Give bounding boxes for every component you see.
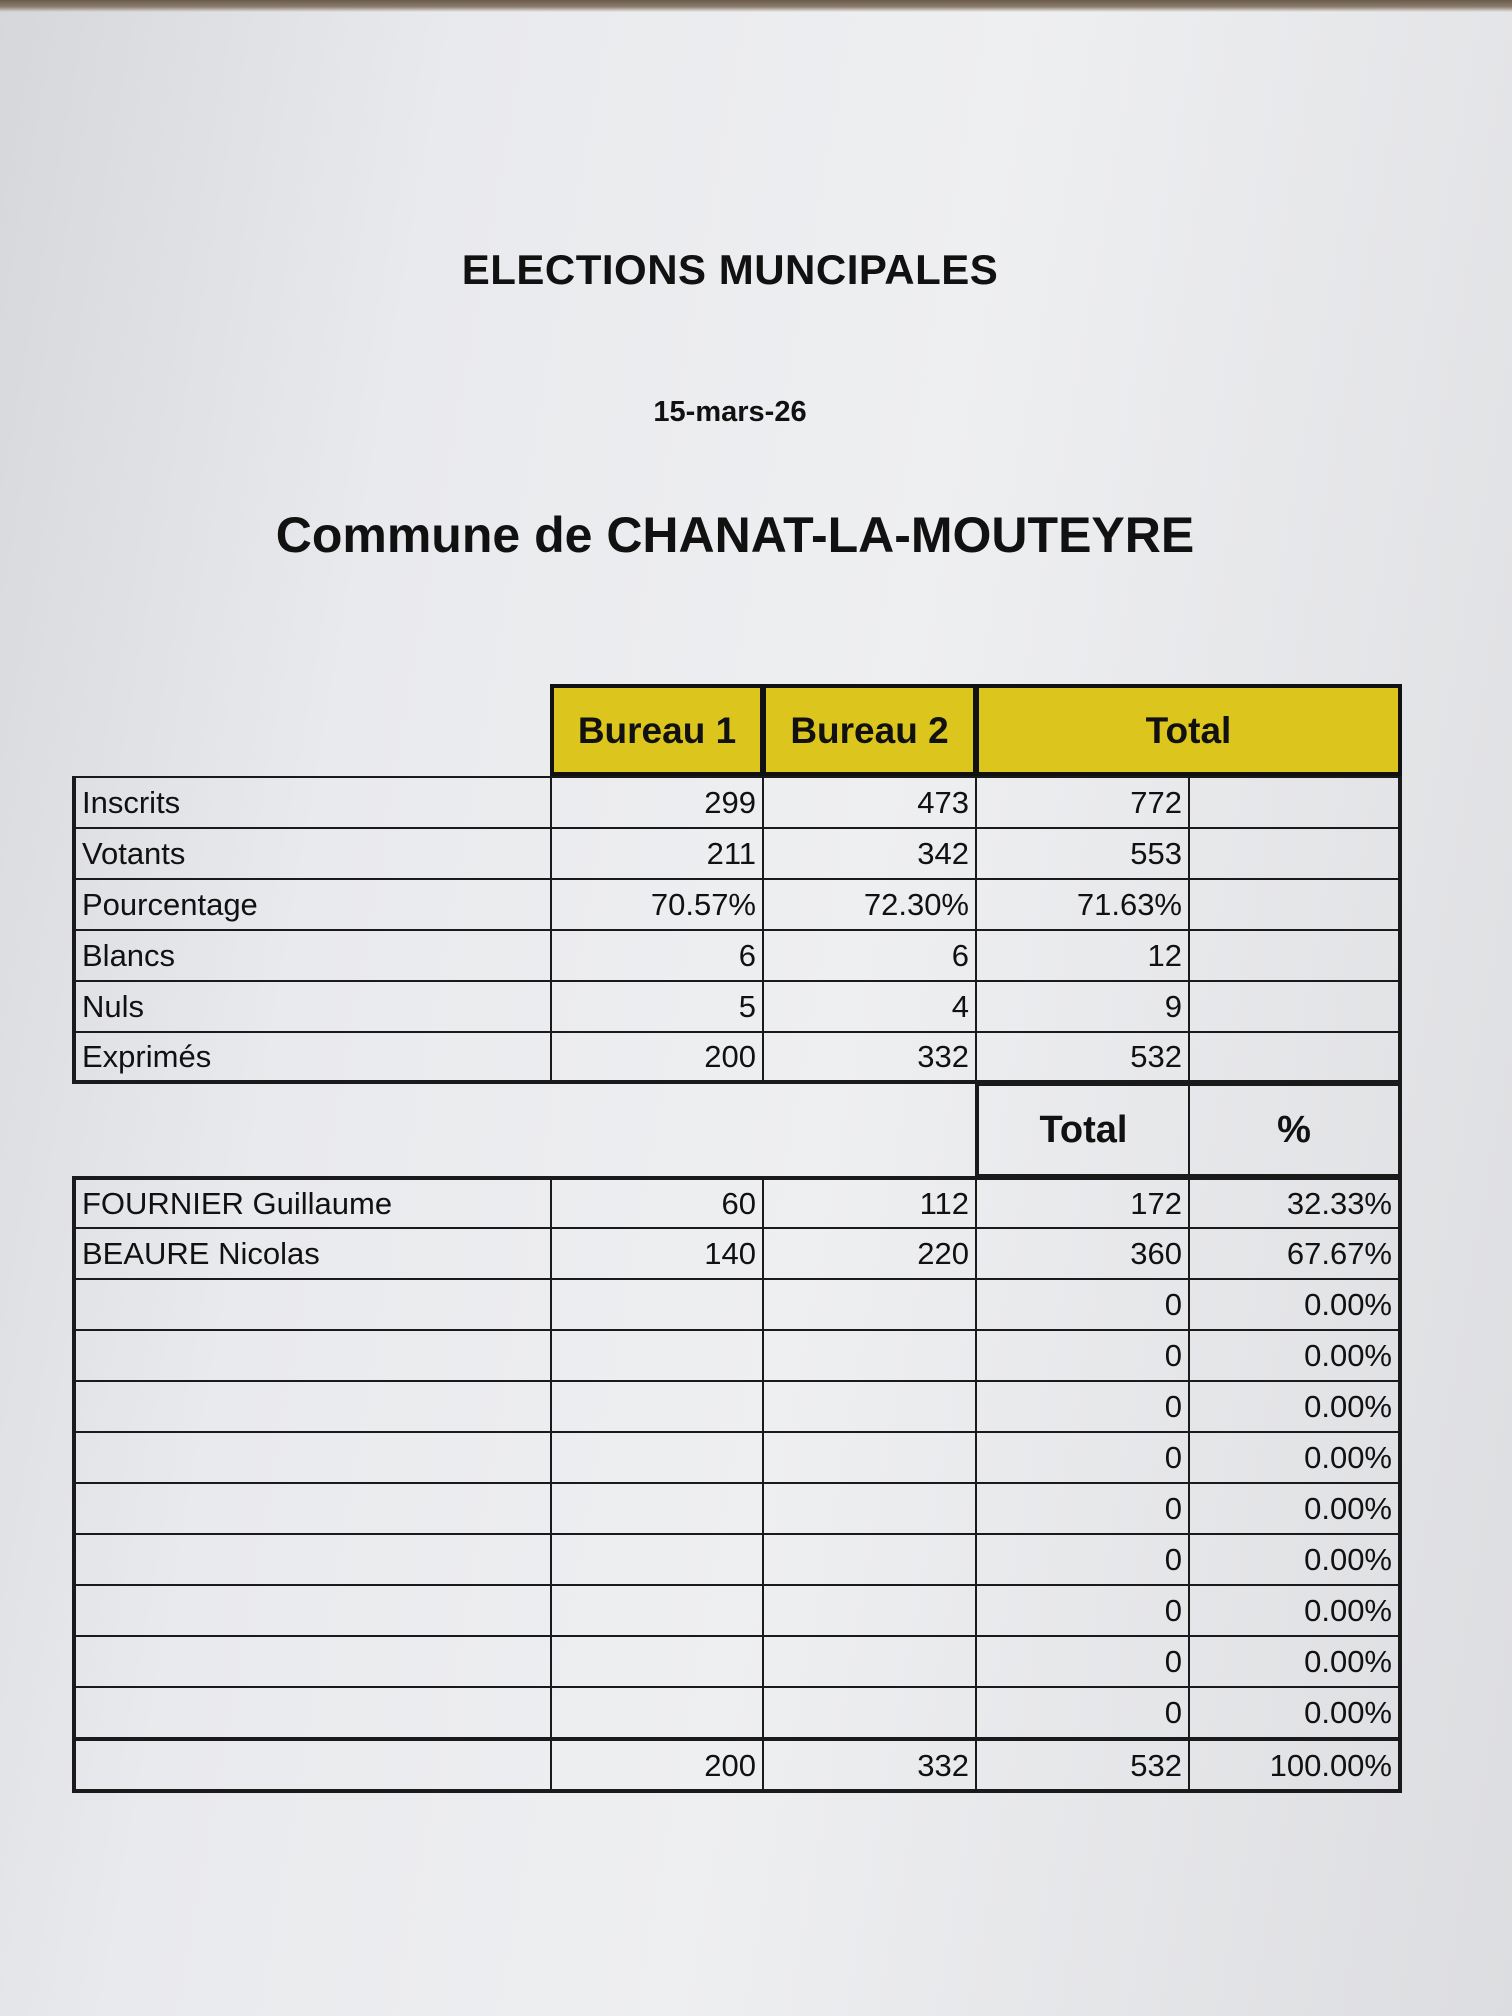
stat-label: Nuls bbox=[72, 980, 552, 1033]
candidate-bureau-1 bbox=[550, 1329, 764, 1382]
totals-total: 532 bbox=[975, 1737, 1190, 1793]
stat-bureau-1: 299 bbox=[550, 776, 764, 829]
candidate-percent: 0.00% bbox=[1188, 1584, 1402, 1637]
candidate-name: BEAURE Nicolas bbox=[72, 1227, 552, 1280]
candidate-bureau-1 bbox=[550, 1482, 764, 1535]
candidate-name: FOURNIER Guillaume bbox=[72, 1176, 552, 1229]
candidate-percent: 0.00% bbox=[1188, 1635, 1402, 1688]
stat-total: 12 bbox=[975, 929, 1190, 982]
stat-bureau-1: 6 bbox=[550, 929, 764, 982]
candidate-bureau-2 bbox=[762, 1278, 977, 1331]
candidate-percent: 0.00% bbox=[1188, 1380, 1402, 1433]
stat-extra bbox=[1188, 929, 1402, 982]
totals-label bbox=[72, 1737, 552, 1793]
stat-total: 772 bbox=[975, 776, 1190, 829]
header-bureau-1: Bureau 1 bbox=[550, 684, 764, 776]
candidate-name bbox=[72, 1635, 552, 1688]
candidate-bureau-1 bbox=[550, 1584, 764, 1637]
candidate-bureau-2 bbox=[762, 1533, 977, 1586]
candidate-total: 172 bbox=[975, 1176, 1190, 1229]
stat-bureau-2: 6 bbox=[762, 929, 977, 982]
candidate-name bbox=[72, 1431, 552, 1484]
candidate-total: 0 bbox=[975, 1329, 1190, 1382]
candidate-name bbox=[72, 1584, 552, 1637]
candidate-bureau-2 bbox=[762, 1329, 977, 1382]
candidate-total: 0 bbox=[975, 1380, 1190, 1433]
candidate-percent: 0.00% bbox=[1188, 1431, 1402, 1484]
stat-bureau-2: 72.30% bbox=[762, 878, 977, 931]
candidate-total: 0 bbox=[975, 1431, 1190, 1484]
stat-bureau-1: 211 bbox=[550, 827, 764, 880]
stat-total: 71.63% bbox=[975, 878, 1190, 931]
candidate-bureau-2 bbox=[762, 1584, 977, 1637]
stat-total: 532 bbox=[975, 1031, 1190, 1084]
candidate-percent: 0.00% bbox=[1188, 1278, 1402, 1331]
stat-extra bbox=[1188, 776, 1402, 829]
stat-total: 9 bbox=[975, 980, 1190, 1033]
candidate-bureau-1 bbox=[550, 1380, 764, 1433]
candidate-name bbox=[72, 1482, 552, 1535]
stat-bureau-2: 4 bbox=[762, 980, 977, 1033]
totals-bureau-2: 332 bbox=[762, 1737, 977, 1793]
candidate-name bbox=[72, 1686, 552, 1739]
candidate-total: 0 bbox=[975, 1482, 1190, 1535]
stat-extra bbox=[1188, 878, 1402, 931]
candidate-percent: 0.00% bbox=[1188, 1482, 1402, 1535]
candidate-bureau-1 bbox=[550, 1278, 764, 1331]
candidate-name bbox=[72, 1533, 552, 1586]
candidate-total: 0 bbox=[975, 1635, 1190, 1688]
candidate-percent: 0.00% bbox=[1188, 1533, 1402, 1586]
candidate-bureau-1 bbox=[550, 1431, 764, 1484]
candidate-percent: 67.67% bbox=[1188, 1227, 1402, 1280]
candidate-bureau-2 bbox=[762, 1686, 977, 1739]
stat-extra bbox=[1188, 1031, 1402, 1084]
stat-label: Pourcentage bbox=[72, 878, 552, 931]
candidate-name bbox=[72, 1380, 552, 1433]
stat-extra bbox=[1188, 827, 1402, 880]
stat-label: Votants bbox=[72, 827, 552, 880]
candidate-bureau-1 bbox=[550, 1686, 764, 1739]
results-header-percent: % bbox=[1188, 1084, 1402, 1176]
stat-bureau-1: 5 bbox=[550, 980, 764, 1033]
candidate-total: 0 bbox=[975, 1584, 1190, 1637]
stat-label: Inscrits bbox=[72, 776, 552, 829]
stat-total: 553 bbox=[975, 827, 1190, 880]
candidate-bureau-2 bbox=[762, 1380, 977, 1433]
candidate-percent: 0.00% bbox=[1188, 1686, 1402, 1739]
candidate-bureau-1 bbox=[550, 1635, 764, 1688]
candidate-percent: 0.00% bbox=[1188, 1329, 1402, 1382]
stat-bureau-1: 200 bbox=[550, 1031, 764, 1084]
candidate-total: 0 bbox=[975, 1278, 1190, 1331]
candidate-name bbox=[72, 1278, 552, 1331]
candidate-bureau-2: 220 bbox=[762, 1227, 977, 1280]
document-date: 15-mars-26 bbox=[653, 396, 807, 428]
candidate-bureau-1: 140 bbox=[550, 1227, 764, 1280]
stat-label: Blancs bbox=[72, 929, 552, 982]
stat-bureau-2: 332 bbox=[762, 1031, 977, 1084]
document-title: ELECTIONS MUNCIPALES bbox=[461, 246, 999, 293]
stat-extra bbox=[1188, 980, 1402, 1033]
candidate-name bbox=[72, 1329, 552, 1382]
candidate-percent: 32.33% bbox=[1188, 1176, 1402, 1229]
stat-label: Exprimés bbox=[72, 1031, 552, 1084]
candidate-bureau-2: 112 bbox=[762, 1176, 977, 1229]
candidate-bureau-2 bbox=[762, 1431, 977, 1484]
results-header-total: Total bbox=[975, 1084, 1190, 1176]
totals-bureau-1: 200 bbox=[550, 1737, 764, 1793]
candidate-bureau-2 bbox=[762, 1635, 977, 1688]
header-total: Total bbox=[975, 684, 1402, 776]
totals-percent: 100.00% bbox=[1188, 1737, 1402, 1793]
header-bureau-2: Bureau 2 bbox=[762, 684, 977, 776]
candidate-bureau-1: 60 bbox=[550, 1176, 764, 1229]
commune-name: Commune de CHANAT-LA-MOUTEYRE bbox=[275, 507, 1195, 563]
candidate-total: 0 bbox=[975, 1533, 1190, 1586]
candidate-total: 360 bbox=[975, 1227, 1190, 1280]
candidate-bureau-1 bbox=[550, 1533, 764, 1586]
candidate-total: 0 bbox=[975, 1686, 1190, 1739]
stat-bureau-1: 70.57% bbox=[550, 878, 764, 931]
stat-bureau-2: 473 bbox=[762, 776, 977, 829]
candidate-bureau-2 bbox=[762, 1482, 977, 1535]
stat-bureau-2: 342 bbox=[762, 827, 977, 880]
